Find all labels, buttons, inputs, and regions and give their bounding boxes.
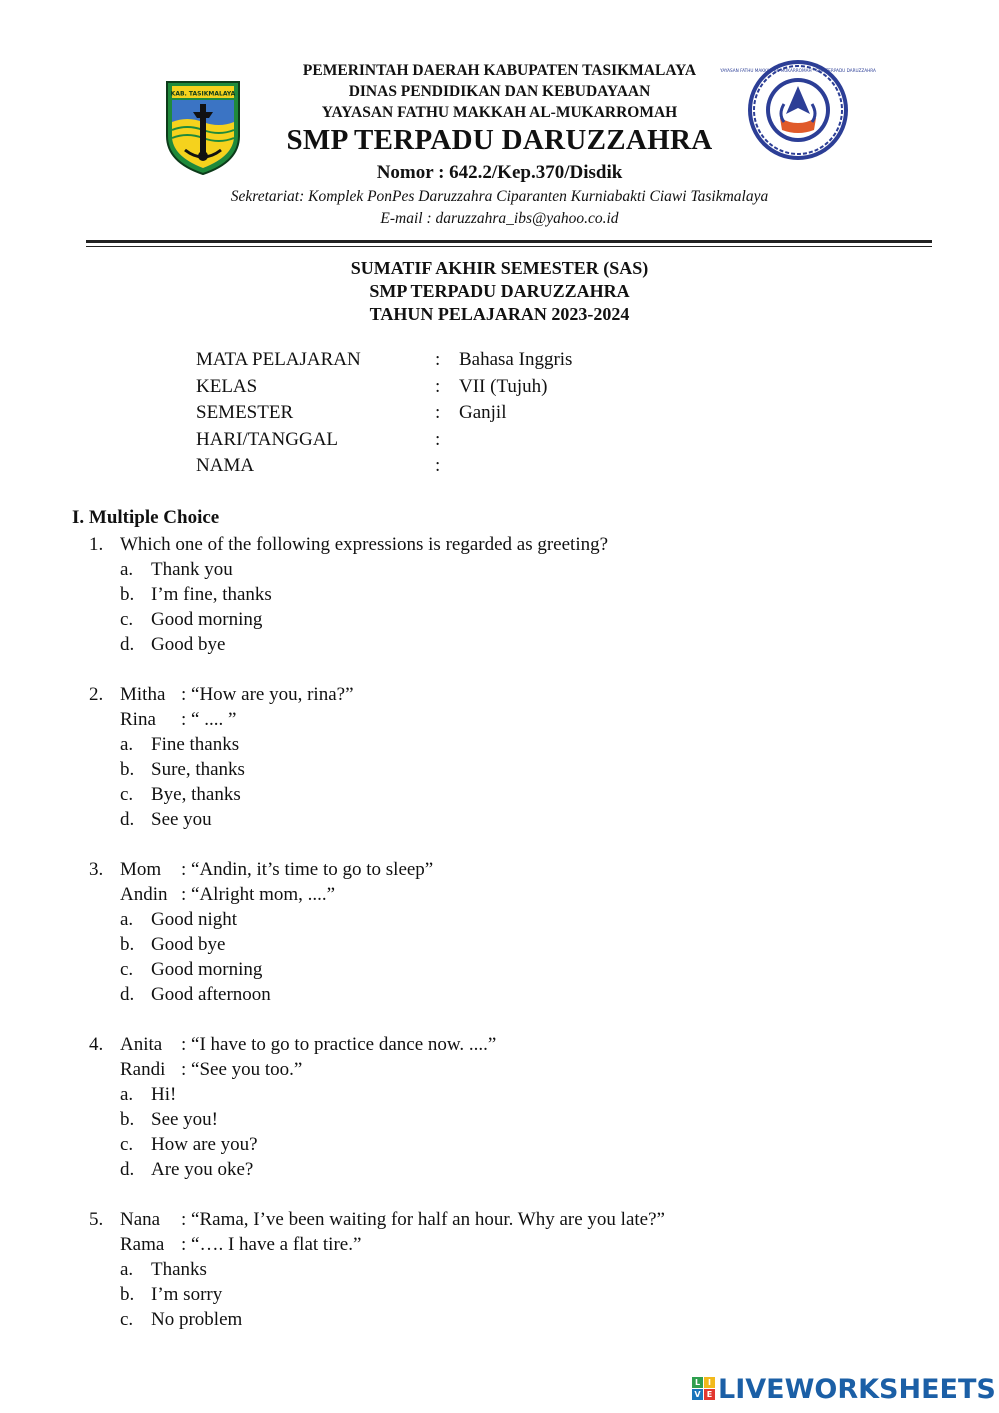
dialog-speaker: Andin xyxy=(120,884,168,905)
answer-option[interactable] xyxy=(0,957,999,982)
answer-option[interactable] xyxy=(0,732,999,757)
question-number: 4. xyxy=(89,1034,104,1055)
option-text: See you! xyxy=(151,1109,219,1130)
question-4 xyxy=(0,1032,999,1182)
question-line xyxy=(0,532,999,557)
liveworksheets-icon-tile: L xyxy=(692,1377,703,1388)
option-text: Good night xyxy=(151,909,238,930)
info-row-semester xyxy=(196,400,696,427)
liveworksheets-icon-tile: E xyxy=(704,1389,715,1400)
question-2 xyxy=(0,682,999,832)
dialog-utterance: : “Alright mom, ....” xyxy=(181,884,336,905)
dialog-line xyxy=(0,1232,999,1257)
dialog-utterance: : “Rama, I’ve been waiting for half an hour. Why are you late?” xyxy=(181,1209,665,1230)
info-label: NAMA xyxy=(196,455,255,477)
option-letter: a. xyxy=(120,1084,134,1105)
dialog-speaker: Randi xyxy=(120,1059,166,1080)
liveworksheets-brand: LIVEWORKSHEETS xyxy=(718,1373,996,1405)
info-colon: : xyxy=(435,455,441,477)
question-text: Which one of the following expressions is regarded as greeting? xyxy=(120,534,609,555)
option-letter: c. xyxy=(120,959,134,980)
option-text: I’m fine, thanks xyxy=(151,584,272,605)
info-colon: : xyxy=(435,375,441,397)
student-info-table xyxy=(196,347,696,480)
dialog-line xyxy=(0,1032,999,1057)
option-letter: b. xyxy=(120,759,135,780)
info-row-name xyxy=(196,453,696,480)
option-letter: c. xyxy=(120,1309,134,1330)
dialog-utterance: : “ .... ” xyxy=(181,709,237,730)
liveworksheets-icon-tile: V xyxy=(692,1389,703,1400)
dialog-line xyxy=(0,882,999,907)
dialog-speaker: Rina xyxy=(120,709,156,730)
liveworksheets-icon xyxy=(692,1377,716,1401)
dialog-speaker: Nana xyxy=(120,1209,161,1230)
option-text: See you xyxy=(151,809,212,830)
info-label: SEMESTER xyxy=(196,402,294,424)
option-text: How are you? xyxy=(151,1134,258,1155)
option-text: Hi! xyxy=(151,1084,177,1105)
info-value: VII (Tujuh) xyxy=(459,375,548,397)
question-number: 2. xyxy=(89,684,104,705)
header-line-2: DINAS PENDIDIKAN DAN KEBUDAYAAN xyxy=(348,83,651,100)
info-row-date xyxy=(196,427,696,454)
header-line-1: PEMERINTAH DAERAH KABUPATEN TASIKMALAYA xyxy=(302,62,697,79)
answer-option[interactable] xyxy=(0,757,999,782)
option-letter: a. xyxy=(120,734,134,755)
option-text: Fine thanks xyxy=(151,734,240,755)
option-text: I’m sorry xyxy=(151,1284,223,1305)
dialog-line xyxy=(0,682,999,707)
header-divider-thick xyxy=(86,240,932,243)
answer-option[interactable] xyxy=(0,1082,999,1107)
info-row-class xyxy=(196,374,696,401)
answer-option[interactable] xyxy=(0,582,999,607)
question-spacer xyxy=(0,657,999,682)
option-letter: c. xyxy=(120,784,134,805)
question-spacer xyxy=(0,832,999,857)
dialog-line xyxy=(0,857,999,882)
answer-option[interactable] xyxy=(0,782,999,807)
option-letter: d. xyxy=(120,634,135,655)
answer-option[interactable] xyxy=(0,1132,999,1157)
school-name: SMP TERPADU DARUZZAHRA xyxy=(286,124,713,156)
question-list xyxy=(0,532,999,1332)
option-text: Good bye xyxy=(151,934,226,955)
section-title: I. Multiple Choice xyxy=(72,507,220,528)
answer-option[interactable] xyxy=(0,607,999,632)
answer-option[interactable] xyxy=(0,907,999,932)
option-letter: d. xyxy=(120,809,135,830)
header-line-3: YAYASAN FATHU MAKKAH AL-MUKARROMAH xyxy=(321,104,678,121)
question-3 xyxy=(0,857,999,1007)
logo-right-label: YAYASAN FATHU MAKKAH AL-MUKARROMAH · SMP TERPADU DARUZZAHRA xyxy=(720,68,876,73)
liveworksheets-icon-tile: I xyxy=(704,1377,715,1388)
option-letter: a. xyxy=(120,909,134,930)
secretariat-address: Sekretariat: Komplek PonPes Daruzzahra Ciparanten Kurniabakti Ciawi Tasikmalaya xyxy=(230,188,769,205)
exam-school: SMP TERPADU DARUZZAHRA xyxy=(369,281,630,301)
info-colon: : xyxy=(435,402,441,424)
question-spacer xyxy=(0,1007,999,1032)
option-text: No problem xyxy=(151,1309,243,1330)
dialog-speaker: Mom xyxy=(120,859,162,880)
answer-option[interactable] xyxy=(0,1282,999,1307)
question-5 xyxy=(0,1207,999,1332)
option-letter: d. xyxy=(120,1159,135,1180)
option-letter: c. xyxy=(120,1134,134,1155)
info-colon: : xyxy=(435,349,441,370)
question-number: 3. xyxy=(89,859,104,880)
option-text: Are you oke? xyxy=(151,1159,254,1180)
answer-option[interactable] xyxy=(0,982,999,1007)
option-letter: d. xyxy=(120,984,135,1005)
question-1 xyxy=(0,532,999,657)
info-label: HARI/TANGGAL xyxy=(196,428,339,450)
dialog-speaker: Rama xyxy=(120,1234,165,1255)
answer-option[interactable] xyxy=(0,807,999,832)
dialog-line xyxy=(0,1057,999,1082)
question-number: 1. xyxy=(89,534,104,555)
info-colon: : xyxy=(435,428,441,450)
dialog-line xyxy=(0,707,999,732)
info-value: Ganjil xyxy=(459,402,507,424)
dialog-utterance: : “How are you, rina?” xyxy=(181,684,354,705)
option-text: Bye, thanks xyxy=(151,784,241,805)
logo-left-label: KAB. TASIKMALAYA xyxy=(170,90,236,98)
answer-option[interactable] xyxy=(0,1107,999,1132)
option-letter: b. xyxy=(120,584,135,605)
info-row-subject xyxy=(196,347,696,374)
option-text: Good morning xyxy=(151,959,263,980)
question-spacer xyxy=(0,1182,999,1207)
dialog-utterance: : “See you too.” xyxy=(181,1059,303,1080)
answer-option[interactable] xyxy=(0,557,999,582)
answer-option[interactable] xyxy=(0,932,999,957)
option-letter: b. xyxy=(120,934,135,955)
liveworksheets-logo xyxy=(692,1375,996,1403)
dialog-speaker: Mitha xyxy=(120,684,166,705)
exam-year: TAHUN PELAJARAN 2023-2024 xyxy=(369,304,630,324)
option-text: Good morning xyxy=(151,609,263,630)
dialog-utterance: : “…. I have a flat tire.” xyxy=(181,1234,362,1255)
dialog-utterance: : “I have to go to practice dance now. ....” xyxy=(181,1034,497,1055)
option-text: Sure, thanks xyxy=(151,759,245,780)
answer-option[interactable] xyxy=(0,632,999,657)
dialog-line xyxy=(0,1207,999,1232)
answer-option[interactable] xyxy=(0,1257,999,1282)
question-number: 5. xyxy=(89,1209,104,1230)
option-letter: c. xyxy=(120,609,134,630)
option-letter: a. xyxy=(120,559,134,580)
info-label: KELAS xyxy=(196,375,258,397)
option-letter: b. xyxy=(120,1109,135,1130)
option-letter: a. xyxy=(120,1259,134,1280)
answer-option[interactable] xyxy=(0,1307,999,1332)
dialog-speaker: Anita xyxy=(120,1034,163,1055)
answer-option[interactable] xyxy=(0,1157,999,1182)
school-email: E-mail : daruzzahra_ibs@yahoo.co.id xyxy=(380,210,619,227)
option-text: Thank you xyxy=(151,559,233,580)
option-text: Good afternoon xyxy=(151,984,271,1005)
info-value: Bahasa Inggris xyxy=(459,349,573,370)
option-text: Good bye xyxy=(151,634,226,655)
option-letter: b. xyxy=(120,1284,135,1305)
dialog-utterance: : “Andin, it’s time to go to sleep” xyxy=(181,859,434,880)
option-text: Thanks xyxy=(151,1259,207,1280)
info-label: MATA PELAJARAN xyxy=(196,349,361,370)
header-divider-thin xyxy=(86,246,932,247)
decree-number: Nomor : 642.2/Kep.370/Disdik xyxy=(376,162,623,183)
exam-title: SUMATIF AKHIR SEMESTER (SAS) xyxy=(350,258,649,278)
